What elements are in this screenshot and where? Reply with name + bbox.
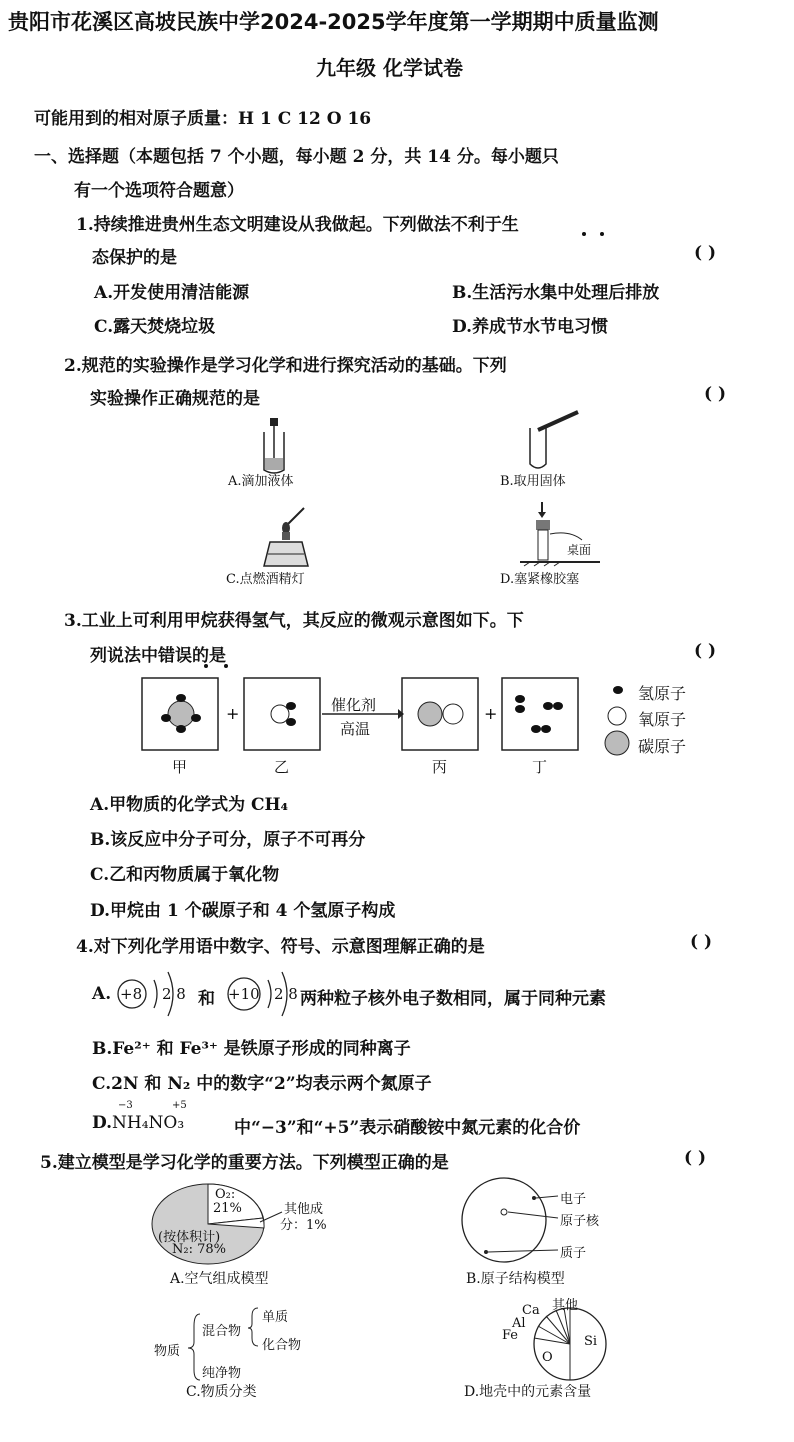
q2-stem: 2.规范的实验操作是学习化学和进行探究活动的基础。下列 — [64, 356, 507, 376]
legend-carbon: 碳原子 — [638, 737, 687, 756]
atom-nucleus-label: 原子核 — [560, 1214, 600, 1229]
pie-n2-label: N₂: 78% — [172, 1242, 226, 1257]
nucleus-label-1: +8 — [120, 985, 143, 1003]
page-title: 贵阳市花溪区高坡民族中学2024-2025学年度第一学期期中质量监测 — [8, 10, 659, 34]
q2-caption-c: C.点燃酒精灯 — [226, 572, 305, 587]
valence-minus3: −3 — [118, 1100, 133, 1111]
label-ding: 丁 — [532, 758, 548, 776]
pie-o2-label: O₂: — [215, 1187, 236, 1202]
pie-other-label: 其他成 — [284, 1202, 324, 1217]
q5-caption-d: D.地壳中的元素含量 — [464, 1384, 592, 1400]
q5-answer-paren[interactable]: ( ) — [684, 1148, 707, 1168]
svg-text:+: + — [484, 704, 498, 723]
q2-caption-d: D.塞紧橡胶塞 — [500, 572, 580, 587]
q3-option-c[interactable]: C.乙和丙物质属于氧化物 — [90, 865, 280, 885]
legend-hydrogen: 氢原子 — [638, 684, 687, 703]
table-label: 桌面 — [567, 543, 592, 557]
q1-option-a[interactable]: A.开发使用清洁能源 — [94, 283, 250, 303]
class-compound-label: 化合物 — [262, 1338, 302, 1353]
atomic-mass-line: 可能用到的相对原子质量：H 1 C 12 O 16 — [34, 109, 372, 129]
q4-d-prefix[interactable]: D. — [92, 1113, 113, 1133]
crust-al-label: Al — [512, 1316, 526, 1331]
q3-option-b[interactable]: B.该反应中分子可分，原子不可再分 — [90, 830, 366, 850]
q2-caption-b: B.取用固体 — [500, 474, 566, 489]
q4-answer-paren[interactable]: ( ) — [690, 932, 713, 952]
q5-stem: 5.建立模型是学习化学的重要方法。下列模型正确的是 — [40, 1153, 449, 1173]
q3-option-d[interactable]: D.甲烷由 1 个碳原子和 4 个氢原子构成 — [90, 901, 396, 921]
svg-text:+: + — [226, 704, 240, 723]
q1-stem: 1.持续推进贵州生态文明建设从我做起。下列做法不利于生 — [76, 215, 519, 235]
q1-option-d[interactable]: D.养成节水节电习惯 — [452, 317, 609, 337]
q2-answer-paren[interactable]: ( ) — [704, 384, 727, 404]
nucleus-label-2: +10 — [228, 985, 260, 1003]
q3-answer-paren[interactable]: ( ) — [694, 641, 717, 661]
q4-option-d-text[interactable]: 中“−3”和“+5”表示硝酸铵中氮元素的化合价 — [234, 1118, 581, 1138]
crust-other-label: 其他 — [552, 1298, 579, 1313]
q2-caption-a: A.滴加液体 — [228, 474, 294, 489]
pie-o2-value: 21% — [213, 1201, 242, 1216]
q4-a-prefix[interactable]: A. — [92, 984, 112, 1004]
crust-o-label: O — [542, 1350, 553, 1365]
atom-proton-label: 质子 — [560, 1246, 587, 1261]
condition-label: 高温 — [340, 720, 371, 738]
q3-stem: 3.工业上可利用甲烷获得氢气，其反应的微观示意图如下。下 — [64, 611, 524, 631]
class-mixture-label: 混合物 — [202, 1324, 242, 1339]
label-yi: 乙 — [274, 758, 290, 776]
q4-a-and: 和 — [198, 989, 215, 1009]
crust-si-label: Si — [584, 1334, 598, 1349]
q1-option-b[interactable]: B.生活污水集中处理后排放 — [452, 283, 660, 303]
q4-option-c[interactable]: C.2N 和 N₂ 中的数字“2”均表示两个氮原子 — [92, 1074, 432, 1094]
q5-caption-c: C.物质分类 — [186, 1384, 257, 1400]
q5-caption-a: A.空气组成模型 — [170, 1271, 269, 1287]
crust-fe-label: Fe — [502, 1328, 519, 1343]
legend-oxygen: 氧原子 — [638, 710, 687, 729]
formula-nh4no3: NH₄NO₃ — [112, 1113, 185, 1133]
q4-option-a-text[interactable]: 两种粒子核外电子数相同，属于同种元素 — [300, 989, 606, 1009]
q3-stem-cont: 列说法中错误的是 — [90, 646, 226, 666]
q4-stem: 4.对下列化学用语中数字、符号、示意图理解正确的是 — [76, 937, 485, 957]
atom-model — [460, 1178, 570, 1264]
section-heading-cont: 有一个选项符合题意） — [74, 181, 244, 201]
label-bing: 丙 — [432, 758, 448, 776]
page-subtitle: 九年级 化学试卷 — [316, 56, 463, 80]
class-root-label: 物质 — [154, 1344, 181, 1359]
q4-option-b[interactable]: B.Fe²⁺ 和 Fe³⁺ 是铁原子形成的同种离子 — [92, 1039, 411, 1059]
crust-elements-pie — [520, 1308, 630, 1382]
q3-option-a[interactable]: A.甲物质的化学式为 CH₄ — [90, 795, 289, 815]
label-jia: 甲 — [172, 758, 188, 776]
catalyst-label: 催化剂 — [331, 696, 377, 714]
electron-label-1: 2 8 — [162, 985, 186, 1003]
q1-stem-cont: 态保护的是 — [92, 248, 177, 268]
electron-label-2: 2 8 — [274, 985, 298, 1003]
pie-other-value: 分：1% — [280, 1218, 327, 1233]
crust-ca-label: Ca — [522, 1303, 540, 1318]
class-element-label: 单质 — [262, 1310, 289, 1325]
atom-electron-label: 电子 — [560, 1192, 587, 1207]
q2-stem-cont: 实验操作正确规范的是 — [90, 389, 260, 409]
valence-plus5: +5 — [172, 1100, 187, 1111]
pie-volume-note: (按体积计) — [158, 1230, 221, 1245]
q5-caption-b: B.原子结构模型 — [466, 1271, 565, 1287]
section-heading: 一、选择题（本题包括 7 个小题，每小题 2 分，共 14 分。每小题只 — [34, 147, 559, 167]
class-pure-label: 纯净物 — [202, 1366, 242, 1381]
q1-answer-paren[interactable]: ( ) — [694, 243, 717, 263]
q1-option-c[interactable]: C.露天焚烧垃圾 — [94, 317, 216, 337]
